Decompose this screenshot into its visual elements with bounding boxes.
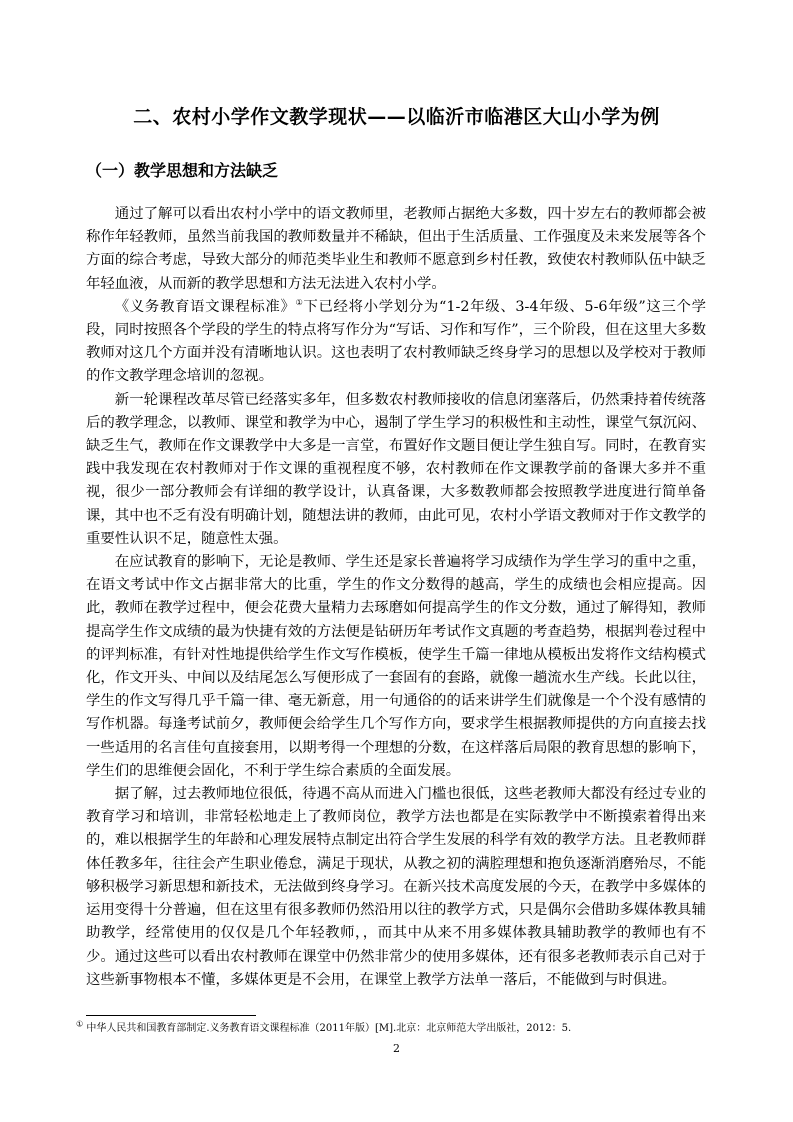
paragraph-2-rest: 下已经将小学划分为“1-2年级、3-4年级、5-6年级”这三个学段，同时按照各个学段的学生的特点将写作分为“写话、习作和写作”，三个阶段，但在这里大多数教师对这几个方面并没有清晰地认识。这也表明了农村教师缺乏终身学习的思想以及学校对于教师的作文教学理念培训的忽视。 <box>86 298 706 385</box>
paragraph-3: 新一轮课程改革尽管已经落实多年，但多数农村教师接收的信息闭塞落后，仍然秉持着传统落后的教学理念，以教师、课堂和教学为中心，遏制了学生学习的积极性和主动性，课堂气氛沉闷、缺乏生气，教师在作文课教学中大多是一言堂，布置好作文题目便让学生独自写。同时，在教育实践中我发现在农村教师对于作文课的重视程度不够，农村教师在作文课教学前的备课大多并不重视，很少一部分教师会有详细的教学设计，认真备课，大多数教师都会按照教学进度进行简单备课，其中也不乏有没有明确计划，随想法讲的教师，由此可见，农村小学语文教师对于作文教学的重要性认识不足，随意性太强。 <box>86 391 706 547</box>
paragraph-2-start: 《义务教育语文课程标准》 <box>114 298 296 315</box>
paragraph-2 <box>86 296 706 389</box>
footnote-mark: ① <box>76 1019 84 1029</box>
footnote-reference: ① <box>295 298 304 308</box>
subsection-heading: （一）教学思想和方法缺乏 <box>86 161 279 180</box>
section-heading: 二、农村小学作文教学现状——以临沂市临港区大山小学为例 <box>133 106 660 128</box>
footnote-text: 中华人民共和国教育部制定.义务教育语文课程标准（2011年版）[M].北京：北京师范大学出版社，2012：5. <box>86 1023 572 1034</box>
page-number: 2 <box>393 1042 400 1055</box>
footnote-separator <box>86 1015 256 1016</box>
footnote <box>76 1019 716 1036</box>
paragraph-5: 据了解，过去教师地位很低，待遇不高从而进入门槛也很低，这些老教师大都没有经过专业的教育学习和培训，非常轻松地走上了教师岗位，教学方法也都是在实际教学中不断摸索着得出来的，难以根据学生的年龄和心理发展特点制定出符合学生发展的科学有效的教学方法。且老教师群体任教多年，往往会产生职业倦怠，满足于现状，从教之初的满腔理想和抱负逐渐消磨殆尽，不能够积极学习新思想和新技术，无法做到终身学习。在新兴技术高度发展的今天，在教学中多媒体的运用变得十分普遍，但在这里有很多教师仍然沿用以往的教学方式，只是偶尔会借助多媒体教具辅助教学，经常使用的仅仅是几个年轻教师，，而其中从来不用多媒体教具辅助教学的教师也有不少。通过这些可以看出农村教师在课堂中仍然非常少的使用多媒体，还有很多老教师表示自己对于这些新事物根本不懂，多媒体更是不会用，在课堂上教学方法单一落后，不能做到与时俱进。 <box>86 786 706 988</box>
body-text <box>86 203 706 992</box>
paragraph-1: 通过了解可以看出农村小学中的语文教师里，老教师占据绝大多数，四十岁左右的教师都会被称作年轻教师，虽然当前我国的教师数量并不稀缺，但出于生活质量、工作强度及未来发展等各个方面的综合考虑，导致大部分的师范类毕业生和教师不愿意到乡村任教，致使农村教师队伍中缺乏年轻血液，从而新的教学思想和方法无法进入农村小学。 <box>86 206 706 292</box>
paragraph-4: 在应试教育的影响下，无论是教师、学生还是家长普遍将学习成绩作为学生学习的重中之重，在语文考试中作文占据非常大的比重，学生的作文分数得的越高，学生的成绩也会相应提高。因此，教师在教学过程中，便会花费大量精力去琢磨如何提高学生的作文分数，通过了解得知，教师提高学生作文成绩的最为快捷有效的方法便是钻研历年考试作文真题的考查趋势，根据判卷过程中的评判标准，有针对性地提供给学生作文写作模板，使学生千篇一律地从模板出发将作文结构模式化，作文开头、中间以及结尾怎么写便形成了一套固有的套路，就像一趟流水生产线。长此以往，学生的作文写得几乎千篇一律、毫无新意，用一句通俗的的话来讲学生们就像是一个个没有感情的写作机器。每逢考试前夕，教师便会给学生几个写作方向，要求学生根据教师提供的方向直接去找一些适用的名言佳句直接套用，以期考得一个理想的分数，在这样落后局限的教育思想的影响下，学生们的思维便会固化，不利于学生综合素质的全面发展。 <box>86 554 706 779</box>
